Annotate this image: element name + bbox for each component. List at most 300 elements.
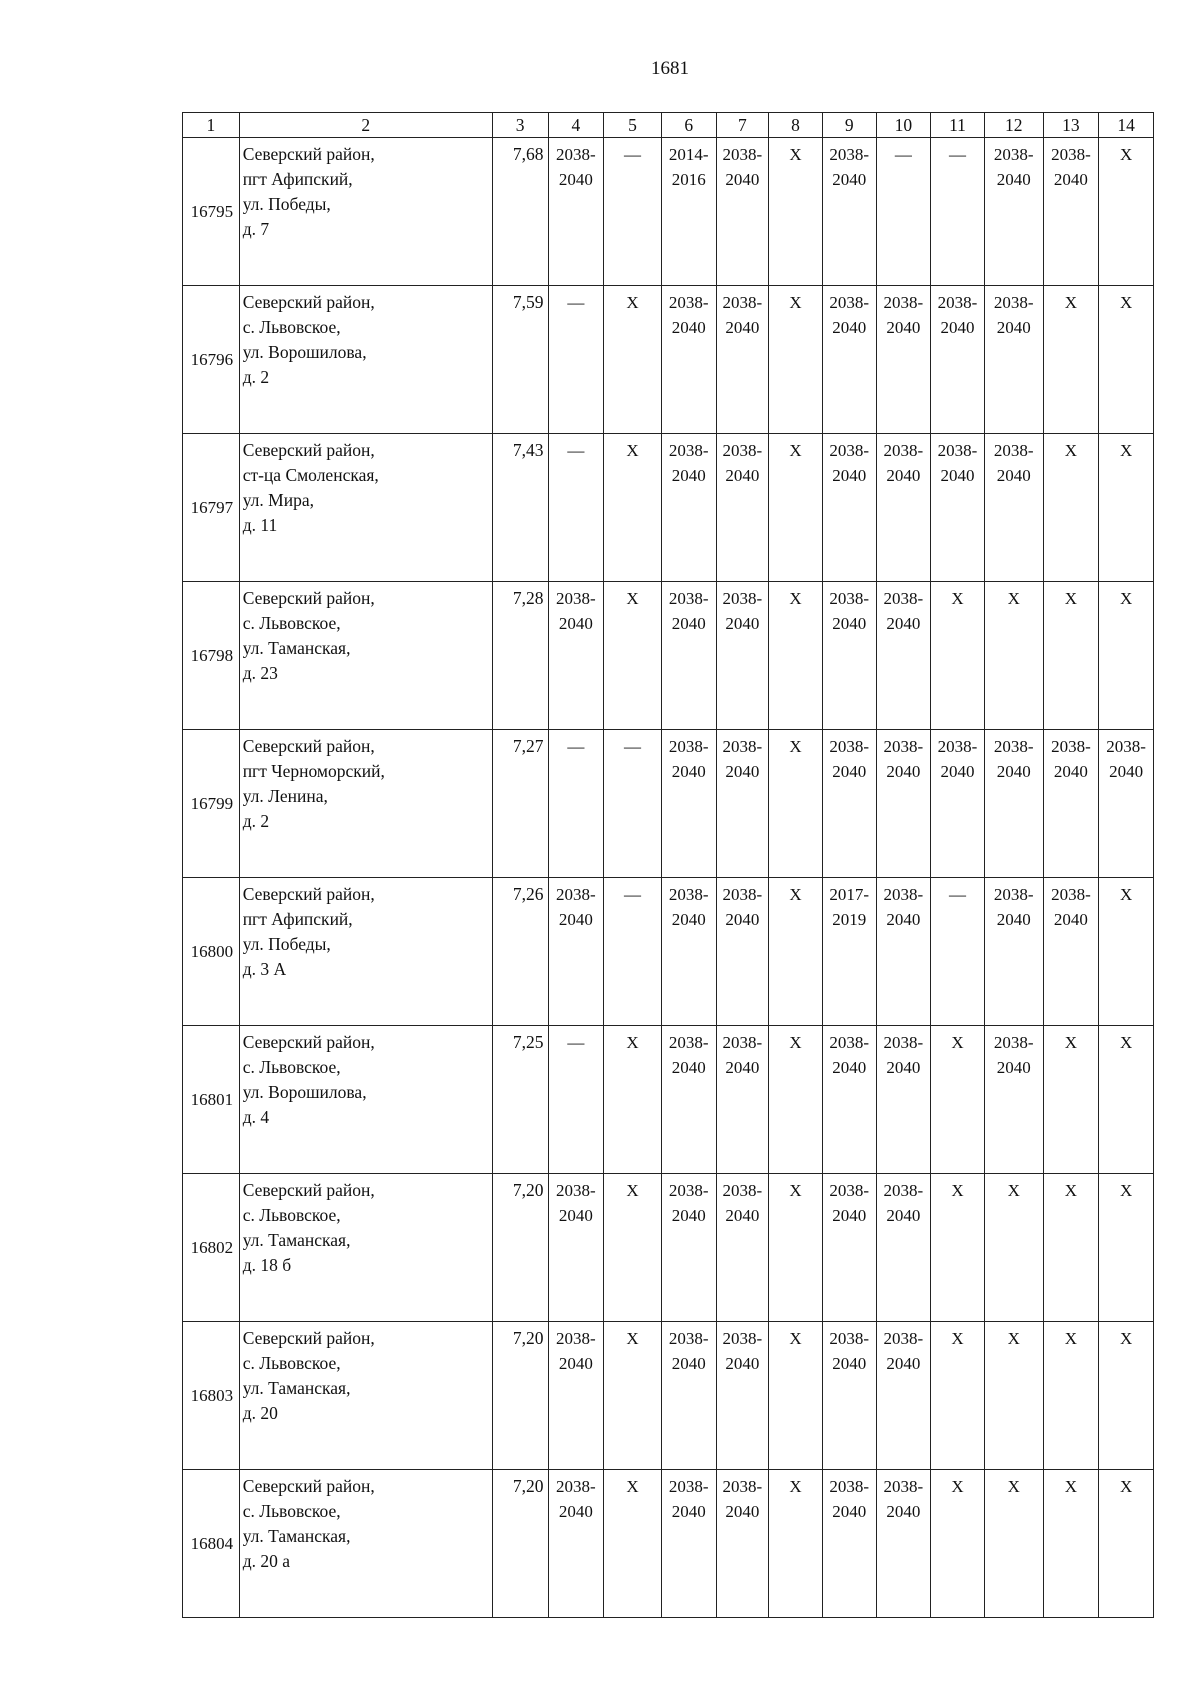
period-cell bbox=[822, 286, 876, 434]
table-row bbox=[183, 138, 1154, 286]
period-cell: Х bbox=[931, 1174, 985, 1322]
period-cell bbox=[1043, 878, 1099, 1026]
address-line: ул. Ворошилова, bbox=[242, 342, 367, 362]
address-line: Северский район, bbox=[242, 440, 375, 460]
value-cell: 7,28 bbox=[492, 582, 548, 730]
period-end: 2040 bbox=[671, 1502, 706, 1521]
period-start: 2038- bbox=[829, 589, 870, 608]
period-cell bbox=[661, 1470, 716, 1618]
address-line: Северский район, bbox=[242, 884, 375, 904]
period-cell bbox=[984, 1026, 1043, 1174]
address-line: ул. Таманская, bbox=[242, 638, 351, 658]
period-start: 2038- bbox=[993, 737, 1034, 756]
period-cell: Х bbox=[984, 582, 1043, 730]
address-line: ул. Таманская, bbox=[242, 1378, 351, 1398]
period-end: 2040 bbox=[725, 1058, 760, 1077]
period-start: 2038- bbox=[937, 737, 978, 756]
period-cell: Х bbox=[984, 1174, 1043, 1322]
period-start: 2038- bbox=[722, 1477, 763, 1496]
period-start: 2038- bbox=[993, 145, 1034, 164]
period-cell: Х bbox=[931, 1470, 985, 1618]
period-start: 2038- bbox=[829, 1329, 870, 1348]
value-cell: 7,20 bbox=[492, 1174, 548, 1322]
value-cell: 7,27 bbox=[492, 730, 548, 878]
address-line: ул. Победы, bbox=[242, 934, 331, 954]
address-cell bbox=[239, 582, 492, 730]
period-end: 2040 bbox=[832, 318, 867, 337]
period-end: 2040 bbox=[725, 910, 760, 929]
period-cell bbox=[1099, 730, 1154, 878]
period-end: 2040 bbox=[886, 910, 921, 929]
period-start: 2038- bbox=[993, 293, 1034, 312]
period-end: 2040 bbox=[832, 466, 867, 485]
period-start: 2038- bbox=[722, 1181, 763, 1200]
period-cell: Х bbox=[769, 582, 823, 730]
period-start: 2038- bbox=[668, 293, 709, 312]
address-line: ул. Таманская, bbox=[242, 1526, 351, 1546]
value-cell: 7,68 bbox=[492, 138, 548, 286]
address-line: Северский район, bbox=[242, 1032, 375, 1052]
period-start: 2038- bbox=[722, 885, 763, 904]
period-cell: Х bbox=[769, 878, 823, 1026]
period-cell: Х bbox=[1043, 1470, 1099, 1618]
period-cell: Х bbox=[769, 434, 823, 582]
period-start: 2038- bbox=[556, 145, 596, 164]
period-end: 2040 bbox=[725, 1354, 760, 1373]
column-header: 10 bbox=[876, 113, 931, 138]
period-start: 2038- bbox=[1106, 737, 1146, 756]
period-start: 2038- bbox=[993, 1033, 1034, 1052]
address-line: д. 20 bbox=[242, 1403, 278, 1423]
period-cell bbox=[716, 878, 769, 1026]
period-end: 2040 bbox=[996, 318, 1031, 337]
period-start: 2038- bbox=[937, 293, 978, 312]
column-header: 11 bbox=[931, 113, 985, 138]
address-line: Северский район, bbox=[242, 1476, 375, 1496]
period-start: 2038- bbox=[993, 885, 1034, 904]
period-end: 2040 bbox=[996, 910, 1031, 929]
period-start: 2038- bbox=[556, 1329, 596, 1348]
period-end: 2040 bbox=[671, 910, 706, 929]
address-cell bbox=[239, 1174, 492, 1322]
period-cell: Х bbox=[1099, 1174, 1154, 1322]
address-line: Северский район, bbox=[242, 1180, 375, 1200]
column-header: 12 bbox=[984, 113, 1043, 138]
period-end: 2040 bbox=[725, 466, 760, 485]
period-cell: Х bbox=[769, 1322, 823, 1470]
period-start: 2038- bbox=[1051, 737, 1091, 756]
address-line: ул. Победы, bbox=[242, 194, 331, 214]
period-cell bbox=[661, 878, 716, 1026]
period-cell: Х bbox=[604, 582, 662, 730]
period-end: 2040 bbox=[940, 318, 975, 337]
period-cell: — bbox=[548, 286, 604, 434]
column-header: 4 bbox=[548, 113, 604, 138]
period-start: 2038- bbox=[829, 293, 870, 312]
period-cell bbox=[822, 1026, 876, 1174]
period-cell bbox=[716, 434, 769, 582]
period-cell: Х bbox=[769, 1174, 823, 1322]
value-cell: 7,20 bbox=[492, 1322, 548, 1470]
address-line: Северский район, bbox=[242, 292, 375, 312]
period-cell: Х bbox=[1099, 286, 1154, 434]
period-cell: Х bbox=[769, 286, 823, 434]
period-start: 2038- bbox=[883, 737, 924, 756]
period-end: 2040 bbox=[725, 170, 760, 189]
period-end: 2040 bbox=[671, 762, 706, 781]
period-cell bbox=[548, 1174, 604, 1322]
period-end: 2040 bbox=[671, 1058, 706, 1077]
period-start: 2038- bbox=[668, 1477, 709, 1496]
period-cell bbox=[822, 582, 876, 730]
address-line: пгт Афипский, bbox=[242, 169, 353, 189]
period-cell: Х bbox=[1099, 878, 1154, 1026]
period-start: 2038- bbox=[829, 145, 870, 164]
table-row bbox=[183, 1174, 1154, 1322]
address-line: пгт Черноморский, bbox=[242, 761, 385, 781]
address-line: д. 2 bbox=[242, 811, 270, 831]
period-start: 2038- bbox=[883, 1033, 924, 1052]
address-cell bbox=[239, 1470, 492, 1618]
row-id: 16803 bbox=[183, 1322, 240, 1470]
period-cell bbox=[716, 1470, 769, 1618]
address-line: д. 11 bbox=[242, 515, 278, 535]
period-cell bbox=[822, 730, 876, 878]
row-id: 16799 bbox=[183, 730, 240, 878]
address-line: Северский район, bbox=[242, 588, 375, 608]
period-cell bbox=[661, 730, 716, 878]
period-cell bbox=[984, 138, 1043, 286]
address-line: д. 20 а bbox=[242, 1551, 290, 1571]
period-end: 2040 bbox=[725, 614, 760, 633]
value-cell: 7,43 bbox=[492, 434, 548, 582]
period-end: 2040 bbox=[886, 1206, 921, 1225]
period-cell: Х bbox=[984, 1470, 1043, 1618]
period-end: 2040 bbox=[940, 762, 975, 781]
address-line: д. 3 А bbox=[242, 959, 287, 979]
value-cell: 7,59 bbox=[492, 286, 548, 434]
period-cell: — bbox=[548, 730, 604, 878]
period-cell: — bbox=[604, 878, 662, 1026]
address-cell bbox=[239, 1322, 492, 1470]
period-cell bbox=[984, 878, 1043, 1026]
period-cell bbox=[716, 730, 769, 878]
period-cell: — bbox=[604, 730, 662, 878]
period-cell bbox=[661, 582, 716, 730]
period-end: 2040 bbox=[725, 1502, 760, 1521]
period-cell: Х bbox=[604, 1174, 662, 1322]
period-start: 2038- bbox=[829, 1033, 870, 1052]
period-cell bbox=[548, 138, 604, 286]
period-cell: Х bbox=[1099, 138, 1154, 286]
address-line: Северский район, bbox=[242, 144, 375, 164]
period-end: 2040 bbox=[558, 614, 593, 633]
period-cell: Х bbox=[1099, 434, 1154, 582]
table-row bbox=[183, 286, 1154, 434]
period-cell: Х bbox=[769, 1026, 823, 1174]
address-line: д. 18 б bbox=[242, 1255, 292, 1275]
period-cell: Х bbox=[604, 434, 662, 582]
period-start: 2038- bbox=[556, 1477, 596, 1496]
period-cell bbox=[548, 1322, 604, 1470]
period-end: 2040 bbox=[886, 466, 921, 485]
period-cell: Х bbox=[604, 1322, 662, 1470]
period-end: 2040 bbox=[671, 466, 706, 485]
period-cell bbox=[876, 730, 931, 878]
period-cell bbox=[876, 1174, 931, 1322]
table-row bbox=[183, 1026, 1154, 1174]
period-end: 2040 bbox=[558, 910, 593, 929]
period-start: 2038- bbox=[722, 145, 763, 164]
address-line: ст-ца Смоленская, bbox=[242, 465, 379, 485]
period-start: 2038- bbox=[829, 1477, 870, 1496]
period-cell bbox=[876, 1322, 931, 1470]
address-line: д. 2 bbox=[242, 367, 270, 387]
period-cell bbox=[984, 286, 1043, 434]
row-id: 16795 bbox=[183, 138, 240, 286]
period-cell bbox=[931, 730, 985, 878]
period-cell bbox=[876, 434, 931, 582]
period-cell bbox=[876, 582, 931, 730]
period-end: 2040 bbox=[832, 1206, 867, 1225]
period-start: 2038- bbox=[722, 737, 763, 756]
period-start: 2017- bbox=[829, 885, 870, 904]
period-start: 2038- bbox=[556, 885, 596, 904]
row-id: 16801 bbox=[183, 1026, 240, 1174]
period-end: 2040 bbox=[558, 1502, 593, 1521]
row-id: 16798 bbox=[183, 582, 240, 730]
period-end: 2040 bbox=[832, 1502, 867, 1521]
column-header: 13 bbox=[1043, 113, 1099, 138]
period-cell: Х bbox=[931, 1026, 985, 1174]
period-cell bbox=[876, 1026, 931, 1174]
period-end: 2040 bbox=[832, 762, 867, 781]
period-end: 2040 bbox=[671, 1354, 706, 1373]
period-cell: Х bbox=[604, 1026, 662, 1174]
address-cell bbox=[239, 878, 492, 1026]
period-start: 2038- bbox=[668, 885, 709, 904]
period-end: 2040 bbox=[832, 614, 867, 633]
period-end: 2040 bbox=[725, 318, 760, 337]
period-end: 2040 bbox=[832, 1354, 867, 1373]
address-line: с. Львовское, bbox=[242, 317, 341, 337]
period-end: 2040 bbox=[558, 170, 593, 189]
period-cell bbox=[1043, 730, 1099, 878]
period-start: 2038- bbox=[722, 441, 763, 460]
period-cell: — bbox=[931, 878, 985, 1026]
period-end: 2040 bbox=[1109, 762, 1144, 781]
period-cell: Х bbox=[1043, 1174, 1099, 1322]
address-cell bbox=[239, 434, 492, 582]
period-cell: Х bbox=[604, 286, 662, 434]
column-header: 5 bbox=[604, 113, 662, 138]
period-cell bbox=[984, 730, 1043, 878]
period-start: 2038- bbox=[722, 589, 763, 608]
period-end: 2040 bbox=[940, 466, 975, 485]
period-end: 2040 bbox=[725, 762, 760, 781]
period-cell bbox=[822, 878, 876, 1026]
period-cell: Х bbox=[769, 138, 823, 286]
period-cell bbox=[548, 878, 604, 1026]
address-cell bbox=[239, 138, 492, 286]
period-cell bbox=[661, 286, 716, 434]
period-cell: Х bbox=[984, 1322, 1043, 1470]
period-cell bbox=[931, 434, 985, 582]
period-cell bbox=[822, 138, 876, 286]
column-header: 3 bbox=[492, 113, 548, 138]
row-id: 16802 bbox=[183, 1174, 240, 1322]
period-start: 2038- bbox=[937, 441, 978, 460]
row-id: 16804 bbox=[183, 1470, 240, 1618]
period-cell bbox=[876, 878, 931, 1026]
period-start: 2038- bbox=[1051, 885, 1091, 904]
period-end: 2040 bbox=[1053, 910, 1088, 929]
period-cell: Х bbox=[1043, 582, 1099, 730]
period-cell bbox=[661, 1322, 716, 1470]
value-cell: 7,25 bbox=[492, 1026, 548, 1174]
period-cell: Х bbox=[1099, 1322, 1154, 1470]
period-cell bbox=[716, 582, 769, 730]
period-cell: — bbox=[548, 434, 604, 582]
period-cell bbox=[661, 138, 716, 286]
period-cell: Х bbox=[1099, 582, 1154, 730]
column-header: 9 bbox=[822, 113, 876, 138]
period-end: 2040 bbox=[886, 1502, 921, 1521]
table-row bbox=[183, 878, 1154, 1026]
period-cell bbox=[716, 1174, 769, 1322]
address-line: ул. Таманская, bbox=[242, 1230, 351, 1250]
address-line: пгт Афипский, bbox=[242, 909, 353, 929]
period-end: 2040 bbox=[996, 1058, 1031, 1077]
column-header: 1 bbox=[183, 113, 240, 138]
period-cell bbox=[716, 138, 769, 286]
period-end: 2040 bbox=[558, 1354, 593, 1373]
address-cell bbox=[239, 286, 492, 434]
address-line: с. Львовское, bbox=[242, 613, 341, 633]
row-id: 16800 bbox=[183, 878, 240, 1026]
period-end: 2040 bbox=[996, 466, 1031, 485]
period-start: 2038- bbox=[668, 1329, 709, 1348]
value-cell: 7,26 bbox=[492, 878, 548, 1026]
period-cell bbox=[822, 1470, 876, 1618]
period-start: 2038- bbox=[883, 1329, 924, 1348]
period-end: 2040 bbox=[886, 1058, 921, 1077]
period-cell bbox=[876, 286, 931, 434]
period-end: 2040 bbox=[558, 1206, 593, 1225]
period-end: 2040 bbox=[996, 762, 1031, 781]
period-cell: Х bbox=[1099, 1026, 1154, 1174]
registry-table bbox=[182, 112, 1154, 1618]
period-cell: Х bbox=[931, 582, 985, 730]
period-cell: — bbox=[548, 1026, 604, 1174]
column-header: 8 bbox=[769, 113, 823, 138]
period-cell bbox=[661, 1026, 716, 1174]
period-cell: Х bbox=[604, 1470, 662, 1618]
address-line: ул. Мира, bbox=[242, 490, 314, 510]
period-start: 2038- bbox=[829, 737, 870, 756]
period-cell bbox=[876, 1470, 931, 1618]
period-start: 2038- bbox=[883, 441, 924, 460]
address-line: ул. Ленина, bbox=[242, 786, 328, 806]
period-start: 2038- bbox=[668, 1033, 709, 1052]
period-end: 2016 bbox=[671, 170, 706, 189]
period-cell: Х bbox=[1043, 434, 1099, 582]
period-cell bbox=[661, 434, 716, 582]
period-start: 2038- bbox=[556, 1181, 596, 1200]
address-line: ул. Ворошилова, bbox=[242, 1082, 367, 1102]
period-start: 2038- bbox=[883, 885, 924, 904]
period-cell bbox=[822, 434, 876, 582]
address-cell bbox=[239, 730, 492, 878]
period-end: 2040 bbox=[671, 318, 706, 337]
period-cell: Х bbox=[1043, 1026, 1099, 1174]
period-end: 2040 bbox=[886, 1354, 921, 1373]
period-start: 2038- bbox=[668, 441, 709, 460]
period-cell: Х bbox=[1043, 1322, 1099, 1470]
period-end: 2040 bbox=[725, 1206, 760, 1225]
period-start: 2038- bbox=[668, 737, 709, 756]
row-id: 16797 bbox=[183, 434, 240, 582]
period-cell bbox=[661, 1174, 716, 1322]
period-end: 2040 bbox=[1053, 170, 1088, 189]
period-cell: Х bbox=[1099, 1470, 1154, 1618]
period-end: 2040 bbox=[832, 170, 867, 189]
period-cell: — bbox=[931, 138, 985, 286]
period-start: 2038- bbox=[829, 441, 870, 460]
address-cell bbox=[239, 1026, 492, 1174]
period-cell bbox=[822, 1322, 876, 1470]
period-end: 2040 bbox=[832, 1058, 867, 1077]
period-end: 2040 bbox=[996, 170, 1031, 189]
period-cell bbox=[716, 286, 769, 434]
column-header: 14 bbox=[1099, 113, 1154, 138]
address-line: Северский район, bbox=[242, 736, 375, 756]
period-start: 2038- bbox=[668, 1181, 709, 1200]
address-line: с. Львовское, bbox=[242, 1501, 341, 1521]
period-cell: Х bbox=[1043, 286, 1099, 434]
period-start: 2038- bbox=[722, 1329, 763, 1348]
table-row bbox=[183, 582, 1154, 730]
period-start: 2038- bbox=[722, 1033, 763, 1052]
period-end: 2040 bbox=[886, 614, 921, 633]
period-cell bbox=[716, 1026, 769, 1174]
period-start: 2038- bbox=[722, 293, 763, 312]
address-line: с. Львовское, bbox=[242, 1057, 341, 1077]
period-start: 2038- bbox=[668, 589, 709, 608]
period-start: 2014- bbox=[668, 145, 709, 164]
address-line: Северский район, bbox=[242, 1328, 375, 1348]
period-start: 2038- bbox=[829, 1181, 870, 1200]
period-end: 2040 bbox=[886, 762, 921, 781]
period-start: 2038- bbox=[1051, 145, 1091, 164]
table-row bbox=[183, 1470, 1154, 1618]
period-end: 2019 bbox=[832, 910, 867, 929]
period-cell bbox=[716, 1322, 769, 1470]
column-header: 2 bbox=[239, 113, 492, 138]
address-line: с. Львовское, bbox=[242, 1353, 341, 1373]
period-cell bbox=[931, 286, 985, 434]
period-cell: — bbox=[876, 138, 931, 286]
address-line: д. 4 bbox=[242, 1107, 270, 1127]
period-cell bbox=[984, 434, 1043, 582]
table-row bbox=[183, 434, 1154, 582]
period-cell: Х bbox=[769, 1470, 823, 1618]
period-cell: Х bbox=[931, 1322, 985, 1470]
address-line: д. 23 bbox=[242, 663, 278, 683]
column-header: 6 bbox=[661, 113, 716, 138]
column-header: 7 bbox=[716, 113, 769, 138]
table-row bbox=[183, 730, 1154, 878]
